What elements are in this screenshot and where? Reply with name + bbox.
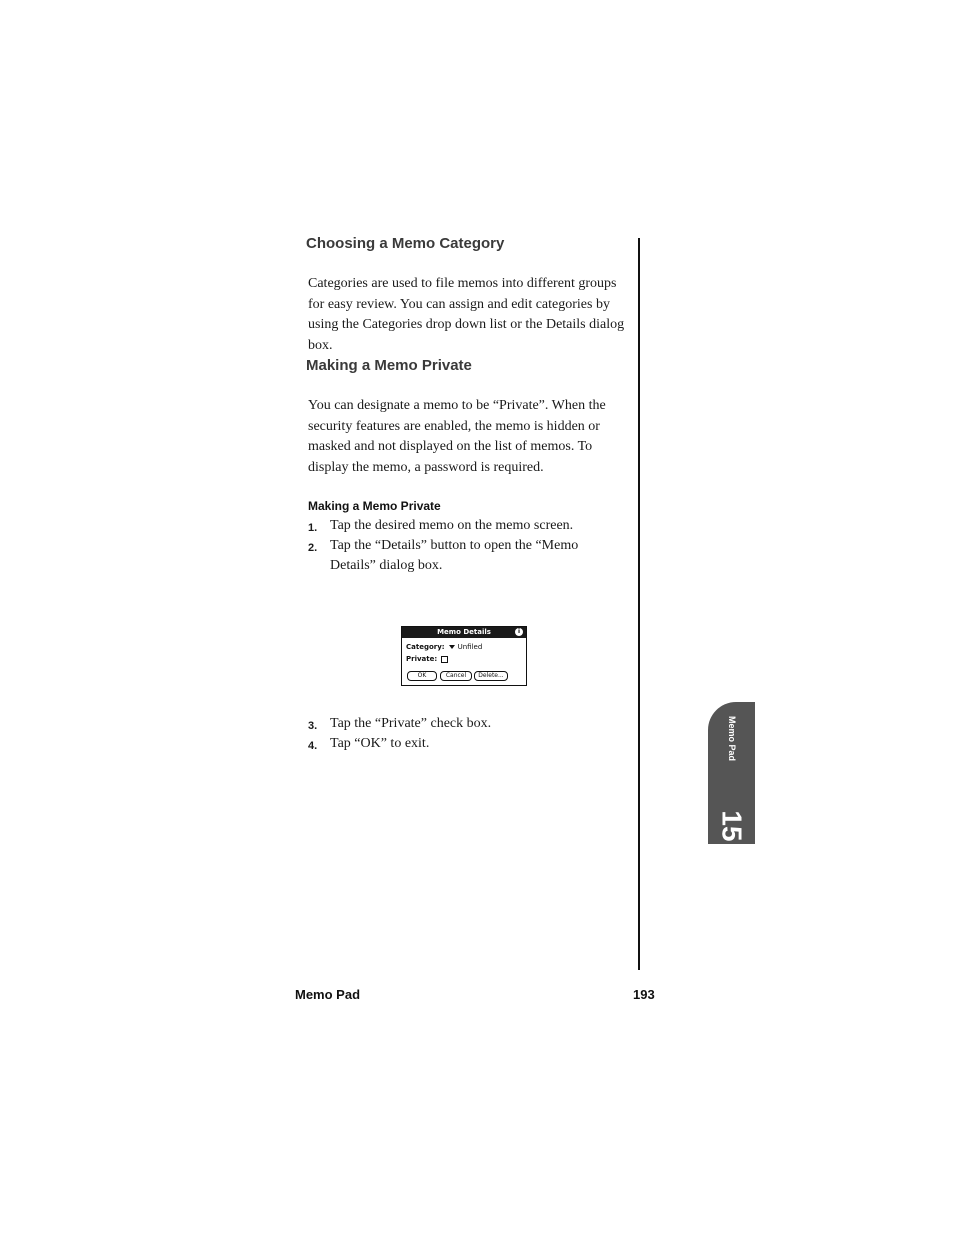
page-number: 193	[633, 987, 655, 1002]
section-heading-category: Choosing a Memo Category	[306, 235, 505, 252]
cancel-button[interactable]: Cancel	[440, 671, 472, 681]
step-number: 1.	[308, 522, 318, 534]
step-text: Tap the “Private” check box.	[330, 716, 492, 731]
private-label: Private:	[406, 655, 438, 663]
footer-section: Memo Pad	[295, 987, 361, 1002]
dialog-title-bar	[402, 627, 526, 638]
private-paragraph: You can designate a memo to be “Private”. When the security features are enabled, the memo is hidden or masked and not displayed on the list of memos. To display the memo, a password is required.	[308, 398, 606, 475]
step-text: Tap “OK” to exit.	[330, 736, 430, 751]
delete-button[interactable]: Delete...	[474, 671, 508, 681]
category-paragraph: Categories are used to file memos into different groups for easy review. You can assign and edit categories by using the Categories drop down list or the Details dialog box.	[308, 276, 625, 353]
step-number: 4.	[308, 740, 318, 752]
procedure-title: Making a Memo Private	[308, 499, 441, 513]
step-number: 3.	[308, 720, 318, 732]
memo-details-dialog	[401, 626, 527, 686]
dropdown-arrow-icon[interactable]	[449, 645, 455, 649]
step-2	[308, 536, 628, 576]
category-label: Category:	[406, 643, 445, 651]
private-row	[406, 655, 448, 663]
chapter-tab	[708, 702, 755, 844]
info-icon[interactable]: i	[515, 628, 523, 636]
category-value[interactable]: Unfiled	[457, 643, 483, 651]
step-number: 2.	[308, 542, 318, 554]
margin-rule	[638, 238, 640, 970]
step-text: Tap the “Details” button to open the “Memo Details” dialog box.	[330, 538, 579, 573]
chapter-number: 15	[716, 810, 748, 842]
private-checkbox[interactable]	[441, 656, 448, 663]
dialog-title: Memo Details	[437, 628, 491, 636]
step-4	[308, 734, 628, 754]
ok-button[interactable]: OK	[407, 671, 437, 681]
step-text: Tap the desired memo on the memo screen.	[330, 518, 574, 533]
section-heading-private: Making a Memo Private	[306, 357, 472, 374]
step-1	[308, 516, 628, 536]
category-row	[406, 643, 482, 651]
chapter-tab-label: Memo Pad	[727, 716, 737, 762]
step-3	[308, 714, 628, 734]
